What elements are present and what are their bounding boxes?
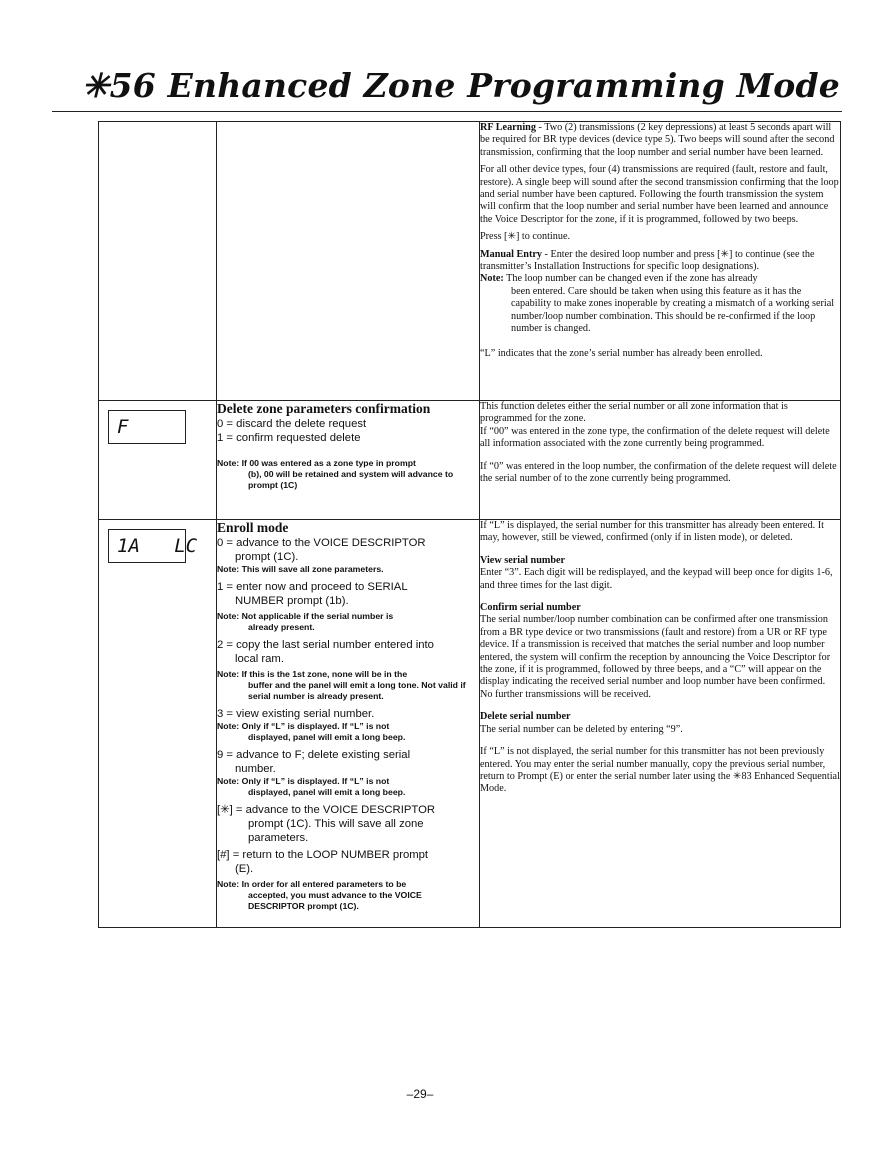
- option-1-rest: NUMBER prompt (1b).: [235, 595, 349, 607]
- note-3-rest: displayed, panel will emit a long beep.: [248, 732, 406, 742]
- delete-desc-2: If “00” was entered in the zone type, the confirmation of the delete request will delete all information associated with the zone currently being programmed.: [480, 425, 830, 450]
- manual-entry-paragraph: [480, 249, 840, 274]
- delete-note: [217, 458, 479, 491]
- description-cell: [480, 401, 841, 520]
- option-star-rest: prompt (1C). This will save all zone parameters.: [248, 818, 424, 844]
- note-0: Note: This will save all zone parameters.: [217, 564, 384, 574]
- note-2-first: Note: If this is the 1st zone, none will be in the: [217, 669, 408, 679]
- rf-learning-label: RF Learning: [480, 122, 536, 133]
- note-3: [217, 721, 479, 743]
- not-displayed-text: If “L” is not displayed, the serial number for this transmitter has not been previously entered. You may enter the serial number manually, copy the previous serial number, return to Prompt (E) or enter the serial number later using the ✳83 Enhanced Sequential Mode.: [480, 746, 840, 795]
- note-9-first: Note: Only if “L” is displayed. If “L” is not: [217, 776, 390, 786]
- note-label: Note:: [480, 273, 504, 285]
- option-9-first: 9 = advance to F; delete existing serial: [217, 749, 411, 761]
- view-serial-heading: View serial number: [480, 554, 566, 566]
- note-1-rest: already present.: [248, 622, 315, 632]
- table-row-rf-learning: [99, 122, 841, 401]
- enrolled-text: “L” indicates that the zone’s serial number has already been enrolled.: [480, 347, 763, 359]
- option-9: [217, 748, 479, 776]
- option-1-first: 1 = enter now and proceed to SERIAL: [217, 581, 408, 593]
- note-9-rest: displayed, panel will emit a long beep.: [248, 787, 406, 797]
- lcd-display-1a-lc: 1A LC: [108, 529, 186, 563]
- loop-note-first: The loop number can be changed even if the zone has already: [503, 273, 758, 285]
- press-continue-text: Press [✳] to continue.: [480, 231, 571, 243]
- description-cell: [480, 122, 841, 401]
- note-2-rest: buffer and the panel will emit a long tone. Not valid if serial number is already present.: [248, 680, 466, 701]
- view-serial-text: Enter “3”. Each digit will be redisplayed, and the keypad will beep once for digits 1-6, and three times for the last digit.: [480, 567, 833, 591]
- option-0-rest: prompt (1C).: [235, 551, 299, 563]
- delete-serial-heading: Delete serial number: [480, 711, 571, 723]
- note-1: [217, 611, 479, 633]
- table-row-enroll-mode: [99, 520, 841, 928]
- note-final-rest: accepted, you must advance to the VOICE DESCRIPTOR prompt (1C).: [248, 890, 422, 911]
- delete-desc-3: If “0” was entered in the loop number, the confirmation of the delete request will delete the serial number of to the zone currently being programmed.: [480, 460, 837, 485]
- page-number: –29–: [406, 1087, 434, 1101]
- rf-learning-text: - Two (2) transmissions (2 key depressions) at least 5 seconds apart will be required for BR type devices (device type 5). Two beeps will sound after the second transmission, confirming that the loop number and serial number have been learned.: [480, 122, 835, 158]
- confirm-serial-text: The serial number/loop number combination can be confirmed after one transmission from a BR type device or two transmissions (fault and restore) from a UR or RF type device. If a transmission is received that matches the serial number and loop number entered, the system will confirm the reception by announcing the Voice Descriptor for the zone, if it is programmed, followed by three beeps, and a “C” will appear on the display indicating the received serial number and loop number have been confirmed. No further transmissions will be received.: [480, 614, 831, 700]
- table-row-delete-zone: [99, 401, 841, 520]
- option-star-first: [✳] = advance to the VOICE DESCRIPTOR: [217, 804, 436, 816]
- enroll-intro: If “L” is displayed, the serial number for this transmitter has already been entered. It may, however, still be viewed, confirmed (only if in listen mode), or deleted.: [480, 520, 824, 544]
- other-devices-paragraph: For all other device types, four (4) transmissions are required (fault, restore and fault, restore). A single beep will sound after the second transmission confirming that the loop and serial number have been captured. Following the fourth transmission the system will confirm that the loop number and serial number have been learned and announce the Voice Descriptor for the zone, if it is programmed, followed by two beeps.: [480, 164, 839, 225]
- option-0: 0 = discard the delete request: [217, 418, 367, 430]
- delete-serial-text: The serial number can be deleted by entering “9”.: [480, 723, 683, 735]
- option-0-first: 0 = advance to the VOICE DESCRIPTOR: [217, 537, 426, 549]
- option-9-rest: number.: [235, 763, 276, 775]
- manual-entry-label: Manual Entry: [480, 248, 542, 260]
- loop-note-rest: been entered. Care should be taken when using this feature as it has the capability to make zones inoperable by creating a mismatch of a working serial number/loop number combination. This should be re-confirmed if the loop number is changed.: [511, 285, 835, 335]
- delete-note-rest: (b), 00 will be retained and system will advance to prompt (1C): [248, 469, 454, 490]
- options-cell-empty: [217, 122, 480, 401]
- option-2-rest: local ram.: [235, 653, 284, 665]
- note-1-first: Note: Not applicable if the serial number is: [217, 611, 394, 621]
- manual-entry-text: - Enter the desired loop number and press [✳] to continue (see the transmitter’s Installation Instructions for specific loop designations).: [480, 248, 815, 273]
- note-final: [217, 879, 479, 912]
- option-star: [217, 803, 479, 845]
- option-hash: [217, 848, 479, 876]
- page-title: ✳56 Enhanced Zone Programming Mode: [81, 66, 840, 105]
- delete-desc-1: This function deletes either the serial number or all zone information that is programmed for the zone.: [480, 401, 788, 425]
- option-hash-first: [#] = return to the LOOP NUMBER prompt: [217, 849, 429, 861]
- programming-table: [98, 121, 841, 928]
- display-cell: [99, 401, 217, 520]
- note-3-first: Note: Only if “L” is displayed. If “L” is not: [217, 721, 390, 731]
- option-3: 3 = view existing serial number.: [217, 708, 375, 720]
- option-hash-rest: (E).: [235, 863, 254, 875]
- lcd-display-f: F: [108, 410, 186, 444]
- note-2: [217, 669, 479, 702]
- display-cell-empty: [99, 122, 217, 401]
- display-cell: [99, 520, 217, 928]
- delete-note-first: Note: If 00 was entered as a zone type in prompt: [217, 458, 416, 468]
- option-1: [217, 580, 479, 608]
- option-2: [217, 638, 479, 666]
- title-rule: [52, 111, 842, 112]
- confirm-serial-heading: Confirm serial number: [480, 602, 581, 614]
- delete-zone-heading: Delete zone parameters confirmation: [217, 401, 431, 416]
- option-1: 1 = confirm requested delete: [217, 432, 361, 444]
- options-cell: [217, 520, 480, 928]
- description-cell: [480, 520, 841, 928]
- options-cell: [217, 401, 480, 520]
- loop-note: [480, 273, 840, 335]
- note-9: [217, 776, 479, 798]
- enroll-mode-heading: Enroll mode: [217, 520, 289, 535]
- option-2-first: 2 = copy the last serial number entered into: [217, 639, 434, 651]
- note-final-first: Note: In order for all entered parameters to be: [217, 879, 407, 889]
- rf-learning-paragraph: [480, 122, 840, 159]
- option-0: [217, 536, 479, 564]
